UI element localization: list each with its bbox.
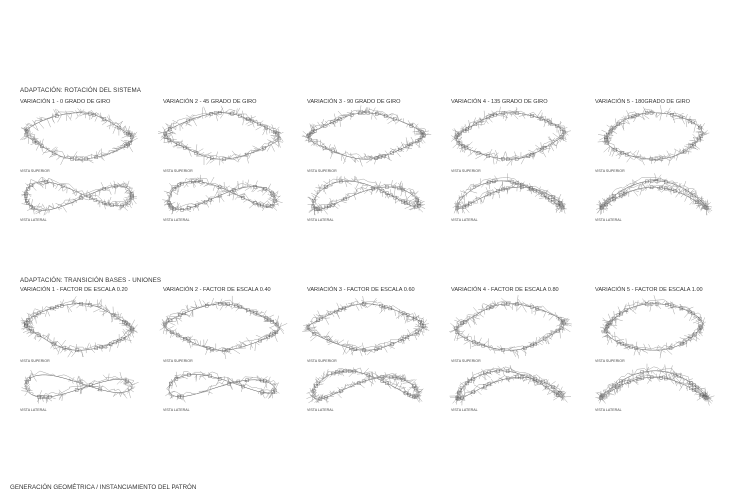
side-view-drawing xyxy=(163,176,281,216)
caption-top-view: VISTA SUPERIOR xyxy=(307,169,337,173)
caption-side-view: VISTA LATERAL xyxy=(20,218,47,222)
top-view-drawing xyxy=(595,296,713,358)
caption-side-view: VISTA LATERAL xyxy=(20,408,47,412)
side-view-drawing xyxy=(307,176,425,216)
caption-side-view: VISTA LATERAL xyxy=(595,408,622,412)
side-view-drawing xyxy=(20,176,138,216)
caption-top-view: VISTA SUPERIOR xyxy=(595,169,625,173)
top-view-drawing xyxy=(307,105,425,167)
caption-side-view: VISTA LATERAL xyxy=(451,218,478,222)
side-view-drawing xyxy=(595,176,713,216)
caption-side-view: VISTA LATERAL xyxy=(595,218,622,222)
variation-label: VARIACIÓN 4 - FACTOR DE ESCALA 0.80 xyxy=(451,287,559,293)
caption-side-view: VISTA LATERAL xyxy=(163,408,190,412)
top-view-drawing xyxy=(163,296,281,358)
caption-side-view: VISTA LATERAL xyxy=(307,218,334,222)
side-view-drawing xyxy=(451,176,569,216)
caption-top-view: VISTA SUPERIOR xyxy=(307,359,337,363)
side-view-drawing xyxy=(307,366,425,406)
top-view-drawing xyxy=(307,296,425,358)
section-title-rotation: ADAPTACIÓN: ROTACIÓN DEL SISTEMA xyxy=(20,87,142,94)
caption-top-view: VISTA SUPERIOR xyxy=(20,359,50,363)
top-view-drawing xyxy=(20,296,138,358)
side-view-drawing xyxy=(451,366,569,406)
variation-label: VARIACIÓN 5 - 180GRADO DE GIRO xyxy=(595,99,691,105)
caption-top-view: VISTA SUPERIOR xyxy=(595,359,625,363)
variation-label: VARIACIÓN 2 - FACTOR DE ESCALA 0.40 xyxy=(163,287,271,293)
footer-title: GENERACIÓN GEOMÉTRICA / INSTANCIAMIENTO DEL PATRÓN xyxy=(10,484,197,491)
variation-label: VARIACIÓN 3 - 90 GRADO DE GIRO xyxy=(307,99,401,105)
top-view-drawing xyxy=(20,105,138,167)
variation-label: VARIACIÓN 4 - 135 GRADO DE GIRO xyxy=(451,99,548,105)
caption-top-view: VISTA SUPERIOR xyxy=(163,169,193,173)
top-view-drawing xyxy=(451,296,569,358)
variation-label: VARIACIÓN 3 - FACTOR DE ESCALA 0.60 xyxy=(307,287,415,293)
caption-top-view: VISTA SUPERIOR xyxy=(451,169,481,173)
side-view-drawing xyxy=(163,366,281,406)
caption-top-view: VISTA SUPERIOR xyxy=(20,169,50,173)
caption-side-view: VISTA LATERAL xyxy=(307,408,334,412)
caption-side-view: VISTA LATERAL xyxy=(163,218,190,222)
section-title-transition: ADAPTACIÓN: TRANSICIÓN BASES - UNIONES xyxy=(20,277,162,284)
caption-top-view: VISTA SUPERIOR xyxy=(163,359,193,363)
caption-top-view: VISTA SUPERIOR xyxy=(451,359,481,363)
top-view-drawing xyxy=(451,105,569,167)
side-view-drawing xyxy=(20,366,138,406)
top-view-drawing xyxy=(163,105,281,167)
caption-side-view: VISTA LATERAL xyxy=(451,408,478,412)
variation-label: VARIACIÓN 2 - 45 GRADO DE GIRO xyxy=(163,99,257,105)
variation-label: VARIACIÓN 1 - 0 GRADO DE GIRO xyxy=(20,99,111,105)
side-view-drawing xyxy=(595,366,713,406)
variation-label: VARIACIÓN 5 - FACTOR DE ESCALA 1.00 xyxy=(595,287,703,293)
top-view-drawing xyxy=(595,105,713,167)
variation-label: VARIACIÓN 1 - FACTOR DE ESCALA 0.20 xyxy=(20,287,128,293)
